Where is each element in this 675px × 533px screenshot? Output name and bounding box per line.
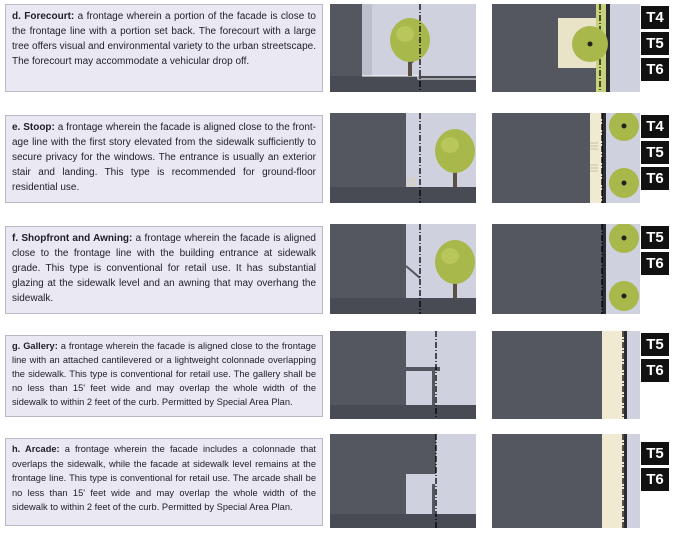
tree-icon (609, 281, 639, 311)
section-diagram (330, 113, 476, 203)
frontage-description (5, 226, 323, 314)
transect-tag: T4 (641, 115, 669, 138)
frontage-description (5, 4, 323, 92)
frontage-description (5, 335, 323, 417)
transect-tag: T6 (641, 359, 669, 382)
plan-diagram (492, 113, 640, 203)
frontage-text: a frontage wherein the facade is aligned close to the frontage line with an attached cantilevered or a lightweight colonnade overlapping the sidewalk. This type is conventional for retail use. The gallery shall be no less than 15' feet wide and may overlap the whole width of the sidewalk to within 2 feet of the curb. Permitted by Special Area Plan. (12, 341, 316, 407)
transect-tag: T5 (641, 141, 669, 164)
plan-diagram (492, 331, 640, 419)
frontage-description (5, 115, 323, 203)
frontage-row-stoop (0, 107, 675, 207)
transect-tag: T5 (641, 32, 669, 55)
frontage-term: e. Stoop: (12, 122, 55, 133)
section-diagram (330, 331, 476, 419)
frontage-row-arcade (0, 428, 675, 533)
frontage-description (5, 438, 323, 526)
transect-tag: T6 (641, 167, 669, 190)
frontage-term: h. Arcade: (12, 444, 60, 454)
transect-tag: T5 (641, 333, 669, 356)
section-diagram (330, 4, 476, 92)
frontage-row-gallery (0, 321, 675, 421)
frontage-term: f. Shopfront and Awning: (12, 233, 133, 244)
transect-tag: T6 (641, 468, 669, 491)
section-diagram (330, 224, 476, 314)
frontage-row-forecourt (0, 0, 675, 100)
tree-icon (572, 26, 608, 62)
frontage-text: a frontage wherein the facade includes a colonnade that overlaps the sidewalk, while the facade at sidewalk level remains at the frontage line. This type is conventional for retail use. The arcade shall be no less than 15' feet wide and may overlap the whole width of the sidewalk to within 2 feet of the curb. Permitted by Special Area Plan. (12, 444, 317, 512)
frontage-term: d. Forecourt: (12, 11, 75, 22)
tree-icon (609, 168, 639, 198)
transect-tag: T6 (641, 58, 669, 81)
plan-diagram (492, 4, 640, 92)
transect-tag: T6 (641, 252, 669, 275)
frontage-term: g. Gallery: (12, 341, 58, 351)
section-diagram (330, 434, 476, 528)
plan-diagram (492, 224, 640, 314)
frontage-row-shopfront (0, 214, 675, 314)
transect-tag: T5 (641, 226, 669, 249)
plan-diagram (492, 434, 640, 528)
transect-tag: T4 (641, 6, 669, 29)
frontage-text: a frontage wherein the facade is aligned close to the front-age line with the first story elevated from the sidewalk sufficiently to secure privacy for the windows. The entrance is usually an exterior stair and landing. This type is recommended for ground-floor residential use. (12, 122, 316, 193)
tree-icon (609, 224, 639, 253)
frontage-text: a frontage wherein a portion of the facade is close to the frontage line with a portion set back. The forecourt with a large tree offers visual and environmental variety to the urban streetscape. The forecourt may accommodate a vehicular drop off. (12, 11, 316, 67)
transect-tag: T5 (641, 442, 669, 465)
frontage-text: a frontage wherein the facade is aligned close to the frontage line with the building entrance at sidewalk grade. This type is conventional for retail use. It has substantial glazing at the sidewalk level and an awning that may overhang the sidewalk. (12, 233, 316, 304)
